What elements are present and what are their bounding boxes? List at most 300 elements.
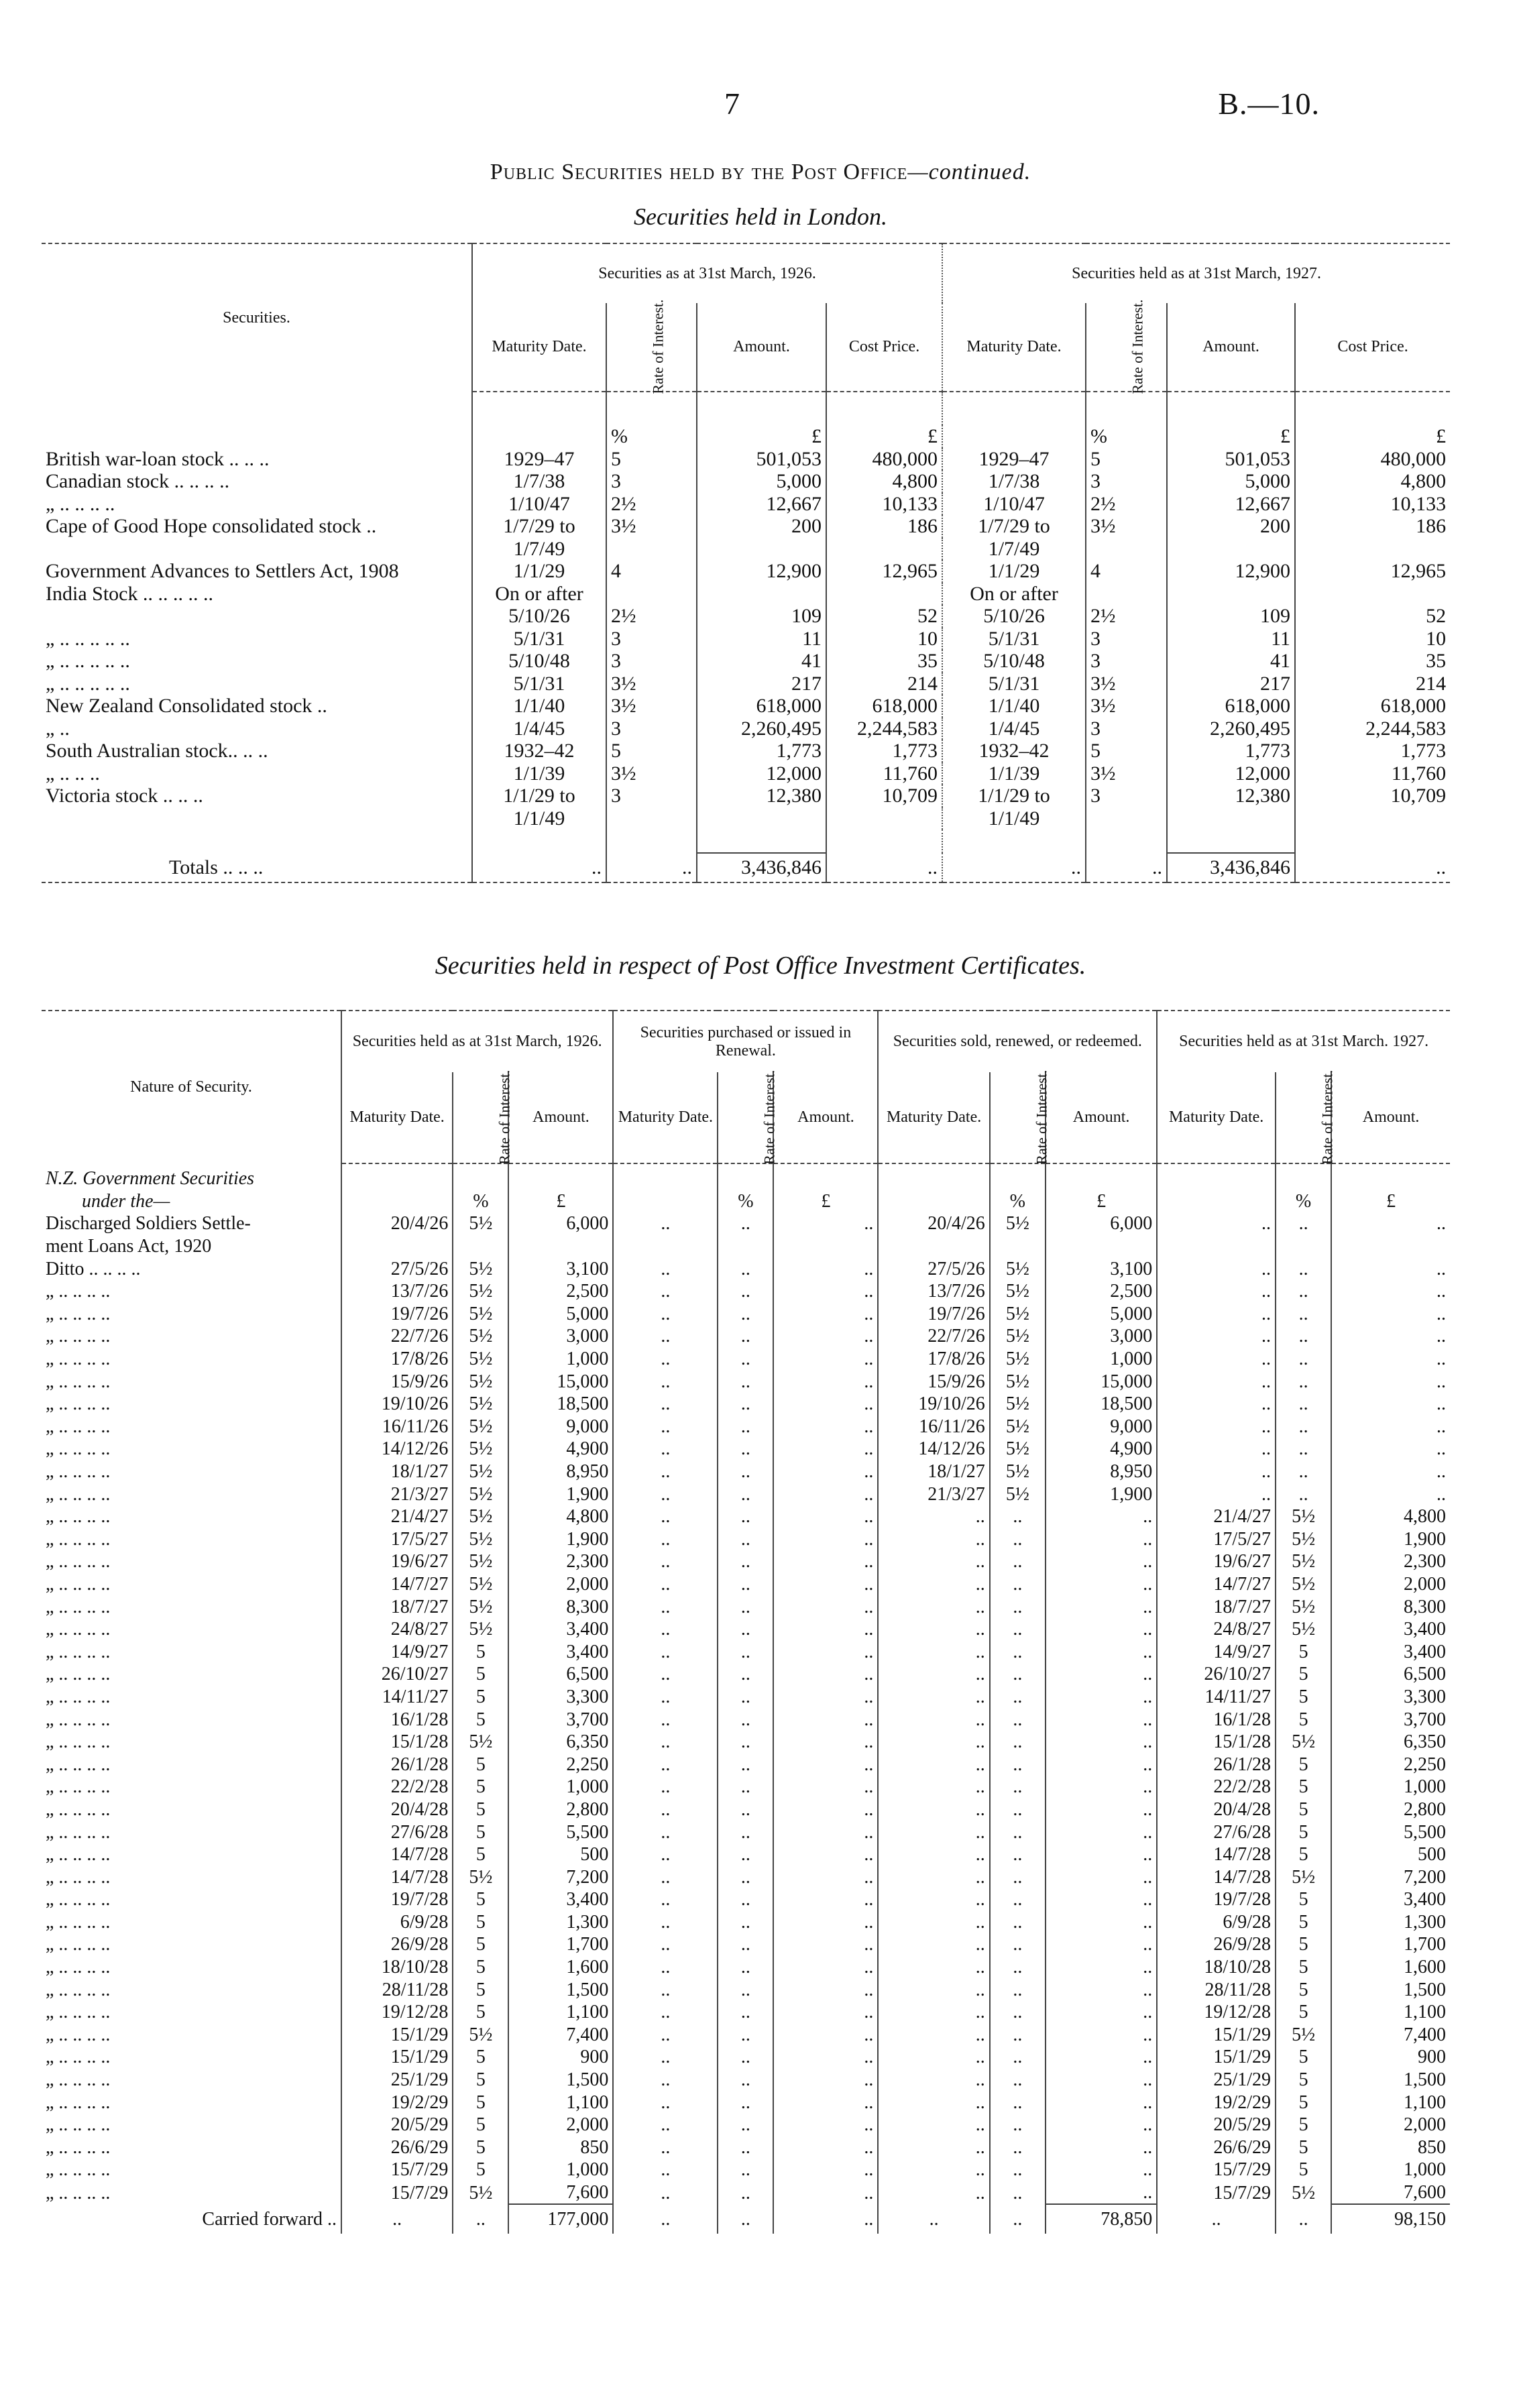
cell: 22/7/26 [878,1325,989,1348]
cell: 5½ [1276,1618,1331,1641]
cell: 1932–42 [472,740,606,762]
security-name: „ .. .. .. .. [46,2024,111,2045]
cell: 2,500 [508,1280,613,1303]
cell: 8,300 [508,1595,613,1618]
security-name: „ .. .. .. .. [46,492,115,515]
cell: .. [878,1550,989,1573]
cell: .. [1276,1483,1331,1505]
cell: 5 [1276,1708,1331,1731]
table-row [42,1618,1450,1641]
cell: 21/3/27 [341,1483,453,1505]
cell: .. [990,1595,1046,1618]
c2-rate-label: Rate of Interest. [1318,1070,1336,1165]
cell: .. [773,1460,878,1483]
cell: 2,260,495 [697,718,826,740]
cell: .. [1046,2159,1157,2181]
cell: .. [878,1708,989,1731]
cell: 12,900 [697,560,826,583]
cell: .. [613,1438,718,1460]
cell: .. [718,1257,773,1280]
cell: 15/9/26 [341,1370,453,1393]
cell: 52 [826,605,942,628]
cell: 5 [1276,2159,1331,2181]
cell: .. [613,1416,718,1438]
cell: 1,000 [1331,2159,1450,2181]
cell: 28/11/28 [341,1978,453,2001]
cell: .. [878,1843,989,1866]
cell: 15/7/29 [1157,2181,1276,2205]
unit: £ [826,425,942,448]
cell: 5 [1276,2114,1331,2136]
cell [990,1235,1046,1258]
c2-maturity: Maturity Date. [613,1072,718,1163]
cell: .. [1157,1325,1276,1348]
cell: 1/4/45 [472,718,606,740]
cell: 850 [508,2136,613,2159]
cell: .. [990,1686,1046,1709]
cell: 6,500 [1331,1663,1450,1686]
cell: 5½ [990,1280,1046,1303]
cell: 217 [697,673,826,695]
cell: 19/12/28 [1157,2001,1276,2024]
cell: 27/6/28 [341,1821,453,1843]
cell: 1/10/47 [472,493,606,516]
table-row [42,1528,1450,1551]
cell: .. [1276,1325,1331,1348]
cell: 7,200 [508,1866,613,1888]
cell: 12,965 [1295,560,1450,583]
cell: 2,000 [1331,2114,1450,2136]
cell: .. [1046,1618,1157,1641]
cell: .. [773,2069,878,2091]
cell: .. [613,1933,718,1956]
cell: .. [878,1528,989,1551]
security-name: Cape of Good Hope consolidated stock .. [46,515,377,538]
cell: 1/1/49 [942,807,1086,830]
cell: 1929–47 [472,448,606,471]
table-row [42,1686,1450,1709]
carried-forward-cell: 78,850 [1046,2204,1157,2234]
cell: .. [990,2091,1046,2114]
intro-line-1: N.Z. Government Securities [46,1168,255,1190]
cell: .. [1331,1438,1450,1460]
table-row [42,583,1450,606]
cell: 3,700 [508,1708,613,1731]
cell: 500 [508,1843,613,1866]
security-name: „ .. .. .. .. [46,1483,111,1505]
cell: .. [1046,1866,1157,1888]
security-name: Canadian stock .. .. .. .. [46,470,230,493]
cell: .. [878,1663,989,1686]
cell: 2,000 [1331,1573,1450,1596]
cell: 19/6/27 [1157,1550,1276,1573]
cell: 15/1/29 [341,2046,453,2069]
cell: .. [990,1866,1046,1888]
cell: 5 [1276,1686,1331,1709]
carried-forward-label: Carried forward .. [202,2208,337,2230]
cell: 1,000 [508,2159,613,2181]
cell: .. [1046,1686,1157,1709]
document-reference: B.—10. [1218,87,1320,121]
table-row [42,1393,1450,1416]
cell: 12,900 [1167,560,1295,583]
cell: .. [1046,1978,1157,2001]
cell: .. [1157,1348,1276,1371]
cell [1276,1235,1331,1258]
cell: 5 [453,2091,508,2114]
cell: 5½ [990,1438,1046,1460]
security-name: „ .. .. .. .. [46,1776,111,1798]
cell: 18/7/27 [1157,1595,1276,1618]
cell: .. [613,1550,718,1573]
cell: 27/5/26 [878,1257,989,1280]
london-securities-table [42,243,1450,883]
cell: 11 [697,628,826,650]
cell: 5 [1086,740,1167,762]
cell: 1,900 [1331,1528,1450,1551]
cell: 5 [1276,1798,1331,1821]
cell: 4,800 [508,1505,613,1528]
cell: 41 [697,650,826,673]
cell: .. [718,1325,773,1348]
c2-rate [990,1070,1050,1165]
table-row [42,1663,1450,1686]
cell: 5 [453,2114,508,2136]
cell: 1,100 [1331,2091,1450,2114]
cell: 18/10/28 [1157,1956,1276,1979]
cell: 5 [453,1956,508,1979]
cell: 3,400 [1331,1640,1450,1663]
cell: 13/7/26 [878,1280,989,1303]
cell: 1/1/40 [942,695,1086,718]
cell: 5½ [990,1348,1046,1371]
cell: 5 [1276,2069,1331,2091]
cell: .. [773,1257,878,1280]
cell: 14/7/28 [1157,1843,1276,1866]
cell: .. [1046,1640,1157,1663]
cell: .. [718,2114,773,2136]
cell: .. [1157,1280,1276,1303]
cell: .. [990,1640,1046,1663]
cell: 3½ [1086,515,1167,538]
cell: .. [613,1798,718,1821]
units-row-2 [42,1190,1450,1213]
cell: 10 [1295,628,1450,650]
table-row [42,2024,1450,2047]
table-row [42,470,1450,493]
c2-amount: Amount. [1331,1072,1450,1163]
cell: .. [773,1978,878,2001]
table-row [42,1212,1450,1235]
cell: .. [718,2181,773,2205]
cell: 1,500 [1331,1978,1450,2001]
cell: 5 [1276,1640,1331,1663]
cell: 5,000 [697,470,826,493]
cell: .. [773,1348,878,1371]
cell: 1,100 [1331,2001,1450,2024]
unit: % [606,425,697,448]
cell: .. [773,1212,878,1235]
cell: .. [990,2136,1046,2159]
cell: .. [1276,1348,1331,1371]
cell: .. [1046,1843,1157,1866]
table-row [42,1370,1450,1393]
cell: 12,000 [1167,762,1295,785]
cell: .. [718,1798,773,1821]
cell: On or after [942,583,1086,606]
table-row [42,2046,1450,2069]
cell: .. [1331,1212,1450,1235]
cell: .. [878,1573,989,1596]
cell: 14/11/27 [341,1686,453,1709]
cell: 5,500 [1331,1821,1450,1843]
cell: .. [613,1303,718,1326]
security-name: „ .. .. .. .. [46,1326,111,1347]
cell: 1,700 [508,1933,613,1956]
cell: .. [1157,1438,1276,1460]
cell: .. [718,2091,773,2114]
totals-cell: 3,436,846 [697,853,826,882]
col-rate-1927 [1086,299,1167,394]
cell: 2½ [606,605,697,628]
c2-rate [453,1070,513,1165]
cell: 35 [1295,650,1450,673]
table-row [42,807,1450,830]
cell: 1,100 [508,2091,613,2114]
cell: 2,244,583 [826,718,942,740]
security-name: „ .. .. .. .. [46,2114,111,2136]
cell: .. [718,1776,773,1798]
cell: 5½ [453,1460,508,1483]
cell: 17/8/26 [878,1348,989,1371]
cell: .. [613,1866,718,1888]
cell: 6/9/28 [1157,1911,1276,1934]
cell: 1,600 [508,1956,613,1979]
table-row [42,1550,1450,1573]
cell: .. [773,2136,878,2159]
table-row [42,605,1450,628]
totals-cell: .. [1295,853,1450,882]
cell: .. [990,1776,1046,1798]
table-row [42,1708,1450,1731]
unit: £ [1046,1190,1157,1213]
cell: .. [718,1731,773,1754]
cell [1086,538,1167,561]
cell: .. [718,2046,773,2069]
table-row [42,1595,1450,1618]
table-row [42,2136,1450,2159]
cell: .. [1046,1528,1157,1551]
table-row [42,762,1450,785]
cell: .. [1331,1416,1450,1438]
table-row [42,1573,1450,1596]
cell: 5 [1276,1933,1331,1956]
cell: .. [1276,1303,1331,1326]
table-row [42,1438,1450,1460]
cell: 618,000 [697,695,826,718]
cell: .. [1046,1505,1157,1528]
cell: .. [773,1708,878,1731]
cell: .. [1157,1393,1276,1416]
cell: 2,250 [1331,1753,1450,1776]
cell: 5,000 [1046,1303,1157,1326]
cell: 5 [1276,1978,1331,2001]
cell: 3,300 [1331,1686,1450,1709]
cell: 4 [606,560,697,583]
cell: 14/7/28 [341,1843,453,1866]
title-main: Public Securities held by the Post Office [490,160,908,184]
cell: .. [990,1708,1046,1731]
cell [1046,1235,1157,1258]
cell: 16/11/26 [878,1416,989,1438]
table-row [42,1483,1450,1505]
cell: 5 [1276,1911,1331,1934]
cell: 1/1/39 [942,762,1086,785]
cell: .. [773,1843,878,1866]
cell: .. [1046,2046,1157,2069]
security-name: „ .. .. .. .. [46,1596,111,1617]
security-name: „ .. .. .. .. [46,1528,111,1550]
cell: 14/11/27 [1157,1686,1276,1709]
table-row [42,785,1450,807]
cell: .. [1046,1753,1157,1776]
cell: 5½ [990,1460,1046,1483]
cell: .. [1157,1212,1276,1235]
carried-forward-row [42,2204,1450,2234]
cell: 1/7/49 [472,538,606,561]
c2-rate-label: Rate of Interest. [1033,1070,1050,1165]
cell: .. [1331,1280,1450,1303]
cell: 109 [1167,605,1295,628]
cell: .. [1046,2001,1157,2024]
carried-forward-cell: .. [613,2204,718,2234]
cell: 19/12/28 [341,2001,453,2024]
cell: .. [990,1843,1046,1866]
cell: 1/1/29 [472,560,606,583]
cell: 900 [1331,2046,1450,2069]
cell: 18,500 [508,1393,613,1416]
table-row [42,1460,1450,1483]
table-row [42,2001,1450,2024]
cell: 200 [697,515,826,538]
cell: 14/7/27 [341,1573,453,1596]
cell: 217 [1167,673,1295,695]
cell: .. [1276,1438,1331,1460]
cell: 41 [1167,650,1295,673]
cell: 16/11/26 [341,1416,453,1438]
cell: .. [773,1416,878,1438]
c2-amount: Amount. [773,1072,878,1163]
cell: .. [613,1348,718,1371]
cell: 618,000 [1295,695,1450,718]
cell: .. [613,1843,718,1866]
cell: 5 [1276,2046,1331,2069]
cell: 900 [508,2046,613,2069]
cell: 15/1/29 [341,2024,453,2047]
cell: 5/1/31 [472,673,606,695]
cell: 480,000 [826,448,942,471]
cell: .. [773,1731,878,1754]
cell: 5½ [453,1550,508,1573]
cell: 5 [1276,2136,1331,2159]
cell: 3,000 [508,1325,613,1348]
security-name: „ .. .. .. .. [46,1889,111,1910]
cell: .. [990,1731,1046,1754]
security-name: „ .. .. .. .. [46,1619,111,1640]
cell: 19/7/26 [878,1303,989,1326]
cell: 5 [453,1798,508,1821]
cell: 1/1/29 to [942,785,1086,807]
cell [1331,1235,1450,1258]
security-name: „ .. .. .. .. [46,1461,111,1483]
cell: 26/10/27 [341,1663,453,1686]
cell: .. [878,1686,989,1709]
cell: .. [1046,2136,1157,2159]
cell: .. [990,1528,1046,1551]
cell: 618,000 [1167,695,1295,718]
cell: .. [718,2001,773,2024]
cell: 480,000 [1295,448,1450,471]
cell: .. [990,2046,1046,2069]
cell: 5½ [453,1595,508,1618]
col-rate-1926-label: Rate of Interest. [649,299,667,394]
col-nature: Nature of Security. [42,1011,341,1163]
carried-forward-cell: .. [773,2204,878,2234]
cell: 1,000 [508,1776,613,1798]
cell: 27/5/26 [341,1257,453,1280]
security-name: „ .. .. .. .. [46,1911,111,1933]
cell: .. [613,1393,718,1416]
cell: 1/7/29 to [942,515,1086,538]
cell: 27/6/28 [1157,1821,1276,1843]
cell: 12,000 [697,762,826,785]
cell: 12,667 [697,493,826,516]
c2-amount: Amount. [508,1072,613,1163]
cell: 5½ [453,1303,508,1326]
cell: 5½ [453,1212,508,1235]
cell [878,1235,989,1258]
cell: 1,900 [508,1528,613,1551]
cell: 19/10/26 [341,1393,453,1416]
cell: 109 [697,605,826,628]
cell: 10,709 [826,785,942,807]
cell: 9,000 [1046,1416,1157,1438]
security-name: „ .. .. .. .. [46,1551,111,1572]
unit: % [1086,425,1167,448]
cell: .. [613,2024,718,2047]
cell: 2,250 [508,1753,613,1776]
cell: .. [1046,1776,1157,1798]
cell [1167,538,1295,561]
cell: 1/7/49 [942,538,1086,561]
cell: 35 [826,650,942,673]
cell: 5/10/48 [472,650,606,673]
cell: 1/4/45 [942,718,1086,740]
table-row [42,695,1450,718]
cell: 1,000 [1331,1776,1450,1798]
cell: 11 [1167,628,1295,650]
cell: .. [718,2159,773,2181]
cell: 5½ [453,1393,508,1416]
cell: 15/7/29 [341,2159,453,2181]
cell: .. [1157,1370,1276,1393]
cell: .. [878,2069,989,2091]
cell: .. [718,1753,773,1776]
cell: 500 [1331,1843,1450,1866]
cell: 3,100 [1046,1257,1157,1280]
cell: .. [718,1843,773,1866]
cell: 1,773 [697,740,826,762]
